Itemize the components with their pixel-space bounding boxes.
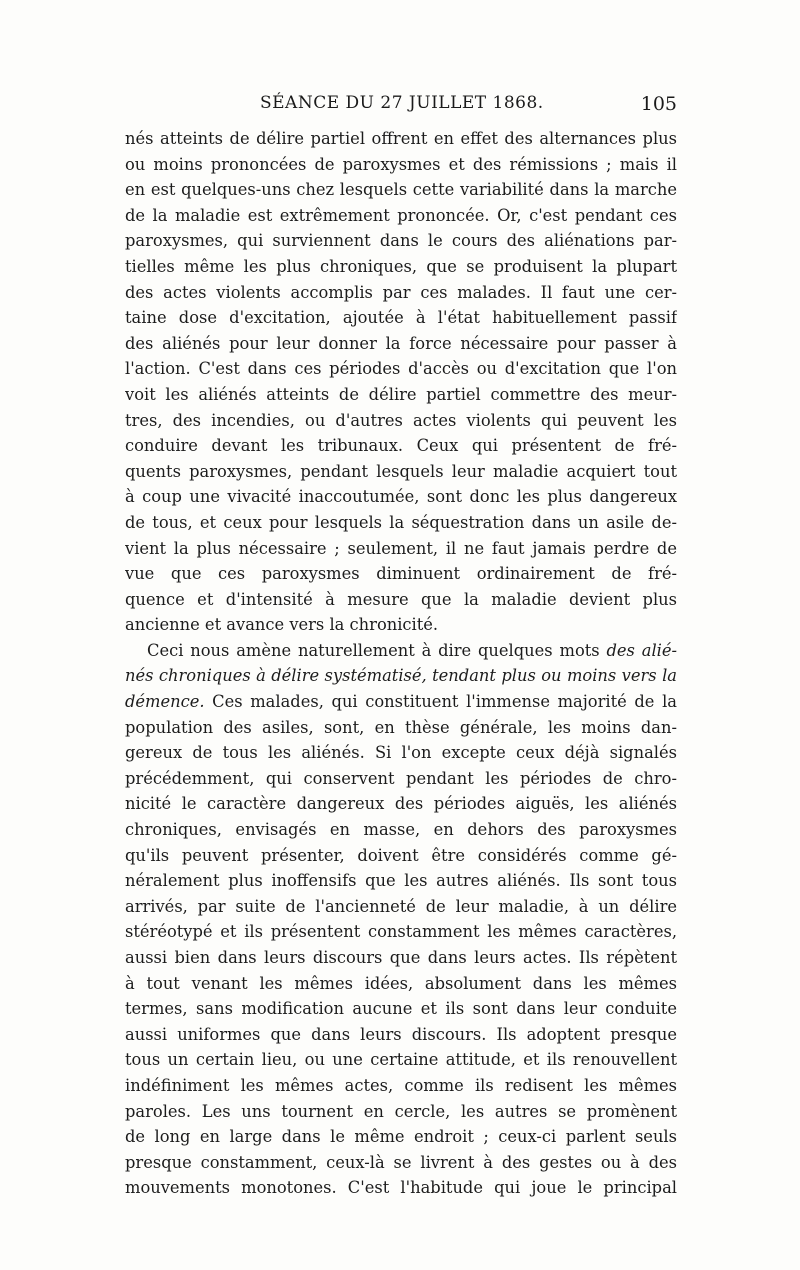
text-line: population des asiles, sont, en thèse générale, les moins dan-	[125, 717, 677, 737]
text-line: ou moins prononcées de paroxysmes et des rémissions ; mais il	[125, 154, 677, 174]
text-run: Ces malades, qui constituent l'immense majorité de la	[204, 692, 677, 712]
text-line: néralement plus inoffensifs que les autres aliénés. Ils sont tous	[125, 871, 677, 891]
text-line: ancienne et avance vers la chronicité.	[125, 615, 439, 635]
body-text	[125, 126, 677, 1201]
text-line: mouvements monotones. C'est l'habitude qui joue le principal	[125, 1178, 677, 1198]
paragraph-1	[125, 126, 677, 638]
text-line: arrivés, par suite de l'ancienneté de leur maladie, à un délire	[125, 896, 677, 916]
text-line	[125, 689, 677, 715]
running-head: SÉANCE DU 27 JUILLET 1868.	[260, 93, 544, 113]
text-line: nicité le caractère dangereux des périodes aiguës, les aliénés	[125, 794, 677, 814]
text-line: précédemment, qui conservent pendant les périodes de chro-	[125, 768, 677, 788]
text-run: Ceci nous amène naturellement à dire quelques mots	[147, 640, 607, 660]
text-line: tielles même les plus chroniques, que se produisent la plupart	[125, 256, 677, 276]
text-line: à tout venant les mêmes idées, absolument dans les mêmes	[125, 973, 677, 993]
text-line: taine dose d'excitation, ajoutée à l'état habituellement passif	[125, 308, 677, 328]
text-line: aussi uniformes que dans leurs discours. Ils adoptent presque	[125, 1024, 677, 1044]
text-line: voit les aliénés atteints de délire partiel commettre des meur-	[125, 384, 677, 404]
text-line: tous un certain lieu, ou une certaine attitude, et ils renouvellent	[125, 1050, 677, 1070]
text-line: termes, sans modification aucune et ils sont dans leur conduite	[125, 999, 677, 1019]
text-line: de la maladie est extrêmement prononcée. Or, c'est pendant ces	[125, 205, 677, 225]
text-line: gereux de tous les aliénés. Si l'on excepte ceux déjà signalés	[125, 743, 677, 763]
text-line: nés atteints de délire partiel offrent en effet des alternances plus	[125, 129, 677, 148]
text-line: des actes violents accomplis par ces malades. Il faut une cer-	[125, 282, 677, 302]
text-line: quents paroxysmes, pendant lesquels leur maladie acquiert tout	[125, 461, 677, 481]
text-line: à coup une vivacité inaccoutumée, sont donc les plus dangereux	[125, 487, 677, 507]
text-line	[125, 638, 677, 664]
text-line: qu'ils peuvent présenter, doivent être considérés comme gé-	[125, 845, 677, 865]
text-line: presque constamment, ceux-là se livrent à des gestes ou à des	[125, 1152, 677, 1172]
text-line: tres, des incendies, ou d'autres actes violents qui peuvent les	[125, 410, 677, 430]
text-line: aussi bien dans leurs discours que dans leurs actes. Ils répètent	[125, 948, 677, 967]
text-line: vue que ces paroxysmes diminuent ordinairement de fré-	[125, 564, 677, 584]
text-line: de tous, et ceux pour lesquels la séquestration dans un asile de-	[125, 512, 677, 532]
text-line: paroles. Les uns tournent en cercle, les autres se promènent	[125, 1101, 677, 1121]
paragraph-2	[125, 638, 677, 1201]
text-line: des aliénés pour leur donner la force nécessaire pour passer à	[125, 333, 677, 353]
text-line: nés chroniques à délire systématisé, tendant plus ou moins vers la	[125, 666, 677, 686]
text-line: quence et d'intensité à mesure que la maladie devient plus	[125, 589, 677, 609]
italic-run: démence.	[125, 692, 205, 712]
text-line: indéfiniment les mêmes actes, comme ils redisent les mêmes	[125, 1075, 677, 1095]
text-line: chroniques, envisagés en masse, en dehors des paroxysmes	[125, 820, 677, 840]
italic-run: des alié-	[606, 640, 677, 660]
text-line: de long en large dans le même endroit ; ceux-ci parlent seuls	[125, 1127, 677, 1147]
text-line: vient la plus nécessaire ; seulement, il ne faut jamais perdre de	[125, 538, 677, 558]
text-line: conduire devant les tribunaux. Ceux qui présentent de fré-	[125, 436, 677, 456]
text-line: paroxysmes, qui surviennent dans le cours des aliénations par-	[125, 231, 677, 251]
text-line: l'action. C'est dans ces périodes d'accès ou d'excitation que l'on	[125, 359, 677, 379]
page-header	[125, 93, 677, 119]
text-line: en est quelques-uns chez lesquels cette variabilité dans la marche	[125, 180, 677, 200]
page-number: 105	[640, 93, 677, 115]
text-line: stéréotypé et ils présentent constamment les mêmes caractères,	[125, 922, 677, 942]
